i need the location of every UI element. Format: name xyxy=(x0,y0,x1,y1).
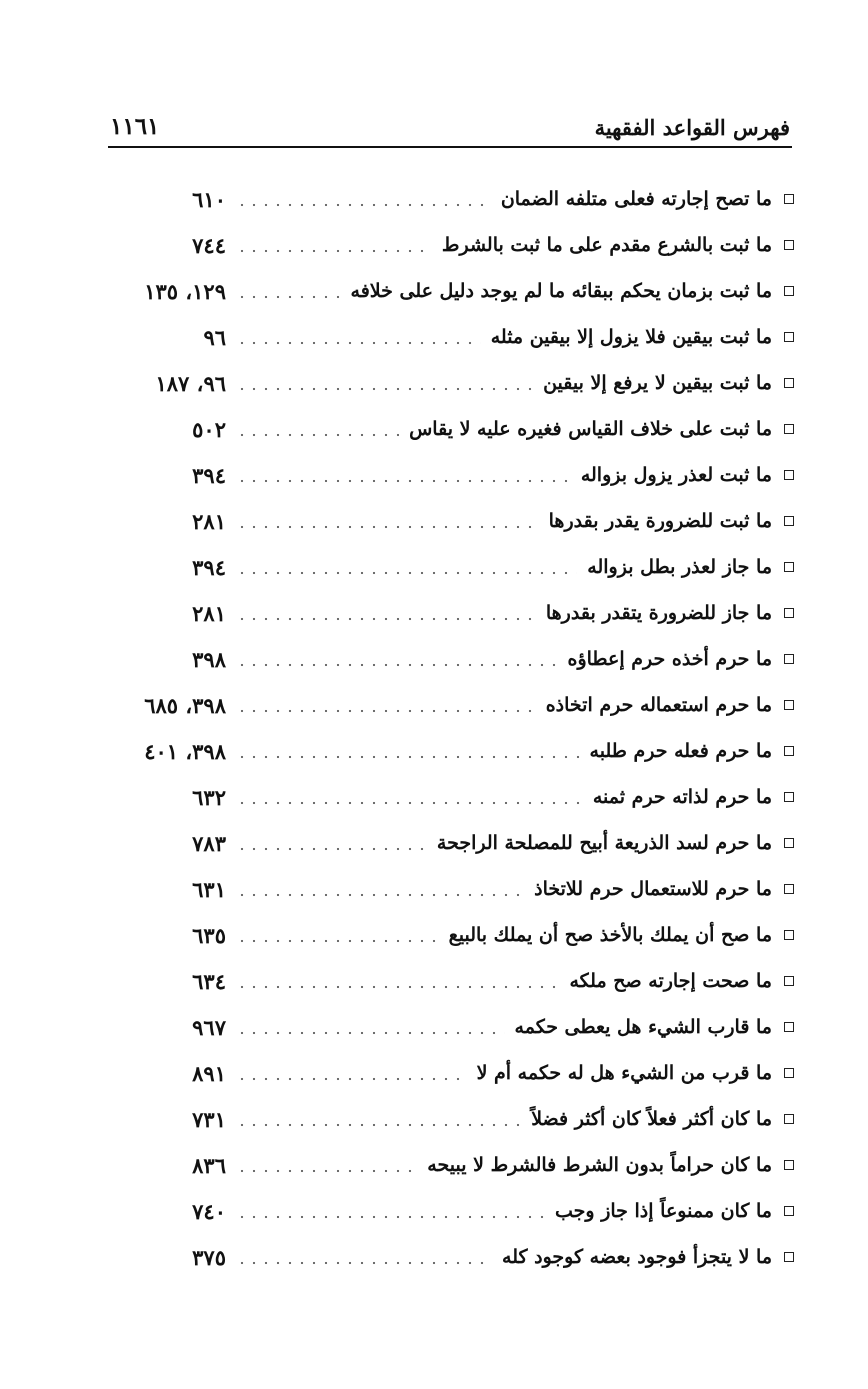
square-bullet-icon xyxy=(784,838,794,848)
running-title: فهرس القواعد الفقهية xyxy=(594,115,790,140)
entry-text: ما ثبت للضرورة يقدر بقدرها xyxy=(548,510,772,532)
square-bullet-icon xyxy=(784,1206,794,1216)
dot-leader xyxy=(236,1076,467,1082)
square-bullet-icon xyxy=(784,424,794,434)
dot-leader xyxy=(236,294,341,300)
index-entry xyxy=(110,268,794,314)
entry-pages: ٣٩٨ xyxy=(192,646,226,672)
dot-leader xyxy=(236,1168,417,1174)
square-bullet-icon xyxy=(784,240,794,250)
dot-leader xyxy=(236,984,560,990)
entry-pages: ٢٨١ xyxy=(192,600,226,626)
square-bullet-icon xyxy=(784,1068,794,1078)
index-entry xyxy=(110,1142,794,1188)
square-bullet-icon xyxy=(784,562,794,572)
square-bullet-icon xyxy=(784,654,794,664)
dot-leader xyxy=(236,202,491,208)
square-bullet-icon xyxy=(784,332,794,342)
entry-text: ما حرم فعله حرم طلبه xyxy=(589,740,772,762)
index-entry xyxy=(110,1188,794,1234)
entry-pages: ٥٠٢ xyxy=(192,416,226,442)
index-entry xyxy=(110,820,794,866)
square-bullet-icon xyxy=(784,608,794,618)
dot-leader xyxy=(236,1122,521,1128)
entry-text: ما حرم للاستعمال حرم للاتخاذ xyxy=(534,878,772,900)
dot-leader xyxy=(236,248,432,254)
entry-pages: ٨٣٦ xyxy=(192,1152,226,1178)
dot-leader xyxy=(236,800,583,806)
index-entry xyxy=(110,682,794,728)
index-entry xyxy=(110,1050,794,1096)
entry-text: ما حرم أخذه حرم إعطاؤه xyxy=(567,648,772,670)
index-entry xyxy=(110,1096,794,1142)
index-entry xyxy=(110,314,794,360)
entry-text: ما كان حراماً بدون الشرط فالشرط لا يبيحه xyxy=(427,1154,772,1176)
entry-text: ما كان ممنوعاً إذا جاز وجب xyxy=(555,1200,772,1222)
square-bullet-icon xyxy=(784,194,794,204)
square-bullet-icon xyxy=(784,792,794,802)
index-entry xyxy=(110,774,794,820)
entry-text: ما ثبت لعذر يزول بزواله xyxy=(580,464,772,486)
index-entry xyxy=(110,866,794,912)
entry-pages: ٩٦٧ xyxy=(192,1014,226,1040)
dot-leader xyxy=(236,1214,545,1220)
square-bullet-icon xyxy=(784,378,794,388)
square-bullet-icon xyxy=(784,470,794,480)
square-bullet-icon xyxy=(784,1022,794,1032)
entry-text: ما حرم استعماله حرم اتخاذه xyxy=(545,694,772,716)
entry-text: ما لا يتجزأ فوجود بعضه كوجود كله xyxy=(502,1246,772,1268)
entry-pages: ٩٦، ١٨٧ xyxy=(155,370,226,396)
dot-leader xyxy=(236,478,571,484)
square-bullet-icon xyxy=(784,1160,794,1170)
index-entry xyxy=(110,452,794,498)
index-entry xyxy=(110,544,794,590)
dot-leader xyxy=(236,1260,492,1266)
index-entry xyxy=(110,498,794,544)
dot-leader xyxy=(236,1030,505,1036)
square-bullet-icon xyxy=(784,884,794,894)
entry-text: ما ثبت بيقين لا يرفع إلا بيقين xyxy=(543,372,772,394)
page-number: ١١٦١ xyxy=(110,113,160,140)
entry-text: ما جاز لعذر بطل بزواله xyxy=(587,556,772,578)
entry-pages: ٣٩٨، ٤٠١ xyxy=(144,738,226,764)
dot-leader xyxy=(236,386,533,392)
entry-pages: ٧٤٠ xyxy=(192,1198,226,1224)
index-entry xyxy=(110,360,794,406)
index-entry xyxy=(110,590,794,636)
entry-pages: ٣٩٤ xyxy=(192,462,226,488)
entry-text: ما قرب من الشيء هل له حكمه أم لا xyxy=(476,1062,772,1084)
square-bullet-icon xyxy=(784,516,794,526)
entry-text: ما حرم لسد الذريعة أبيح للمصلحة الراجحة xyxy=(436,832,772,854)
entry-text: ما ثبت بالشرع مقدم على ما ثبت بالشرط xyxy=(441,234,772,256)
square-bullet-icon xyxy=(784,286,794,296)
entry-pages: ٧٨٣ xyxy=(192,830,226,856)
entry-text: ما ثبت على خلاف القياس فغيره عليه لا يقاس xyxy=(409,418,772,440)
square-bullet-icon xyxy=(784,1114,794,1124)
dot-leader xyxy=(236,708,536,714)
square-bullet-icon xyxy=(784,1252,794,1262)
entry-pages: ٣٩٨، ٦٨٥ xyxy=(144,692,226,718)
page-header xyxy=(110,100,790,140)
dot-leader xyxy=(236,846,427,852)
dot-leader xyxy=(236,616,536,622)
header-rule xyxy=(108,146,792,148)
dot-leader xyxy=(236,754,580,760)
square-bullet-icon xyxy=(784,976,794,986)
entry-text: ما قارب الشيء هل يعطى حكمه xyxy=(514,1016,772,1038)
square-bullet-icon xyxy=(784,930,794,940)
dot-leader xyxy=(236,340,481,346)
entry-pages: ٨٩١ xyxy=(192,1060,226,1086)
index-entry xyxy=(110,1004,794,1050)
entry-pages: ٧٤٤ xyxy=(192,232,226,258)
entry-pages: ٩٦ xyxy=(203,324,226,350)
entry-text: ما تصح إجارته فعلى متلفه الضمان xyxy=(500,188,772,210)
index-entry xyxy=(110,958,794,1004)
index-entry xyxy=(110,176,794,222)
square-bullet-icon xyxy=(784,700,794,710)
entry-pages: ٣٩٤ xyxy=(192,554,226,580)
entry-pages: ٦٣٥ xyxy=(192,922,226,948)
index-entry xyxy=(110,222,794,268)
index-entry xyxy=(110,1234,794,1280)
dot-leader xyxy=(236,570,577,576)
entry-text: ما ثبت بزمان يحكم ببقائه ما لم يوجد دليل على خلافه xyxy=(350,280,772,302)
square-bullet-icon xyxy=(784,746,794,756)
entry-pages: ٦٣١ xyxy=(192,876,226,902)
entry-pages: ٧٣١ xyxy=(192,1106,226,1132)
index-entry xyxy=(110,406,794,452)
entry-pages: ٣٧٥ xyxy=(192,1244,226,1270)
entry-text: ما حرم لذاته حرم ثمنه xyxy=(592,786,772,808)
entry-text: ما ثبت بيقين فلا يزول إلا بيقين مثله xyxy=(490,326,772,348)
entry-text: ما صح أن يملك بالأخذ صح أن يملك بالبيع xyxy=(448,924,772,946)
entry-text: ما جاز للضرورة يتقدر بقدرها xyxy=(545,602,772,624)
index-entry xyxy=(110,636,794,682)
entry-text: ما صحت إجارته صح ملكه xyxy=(569,970,772,992)
dot-leader xyxy=(236,662,558,668)
dot-leader xyxy=(236,892,524,898)
entry-pages: ١٢٩، ١٣٥ xyxy=(144,278,226,304)
dot-leader xyxy=(236,432,399,438)
entry-pages: ٦١٠ xyxy=(192,186,226,212)
index-entry xyxy=(110,912,794,958)
entry-pages: ٢٨١ xyxy=(192,508,226,534)
entry-pages: ٦٣٢ xyxy=(192,784,226,810)
index-entry xyxy=(110,728,794,774)
entry-text: ما كان أكثر فعلاً كان أكثر فضلاً xyxy=(531,1108,772,1130)
entry-pages: ٦٣٤ xyxy=(192,968,226,994)
dot-leader xyxy=(236,524,539,530)
dot-leader xyxy=(236,938,439,944)
index-entries xyxy=(110,176,794,1280)
